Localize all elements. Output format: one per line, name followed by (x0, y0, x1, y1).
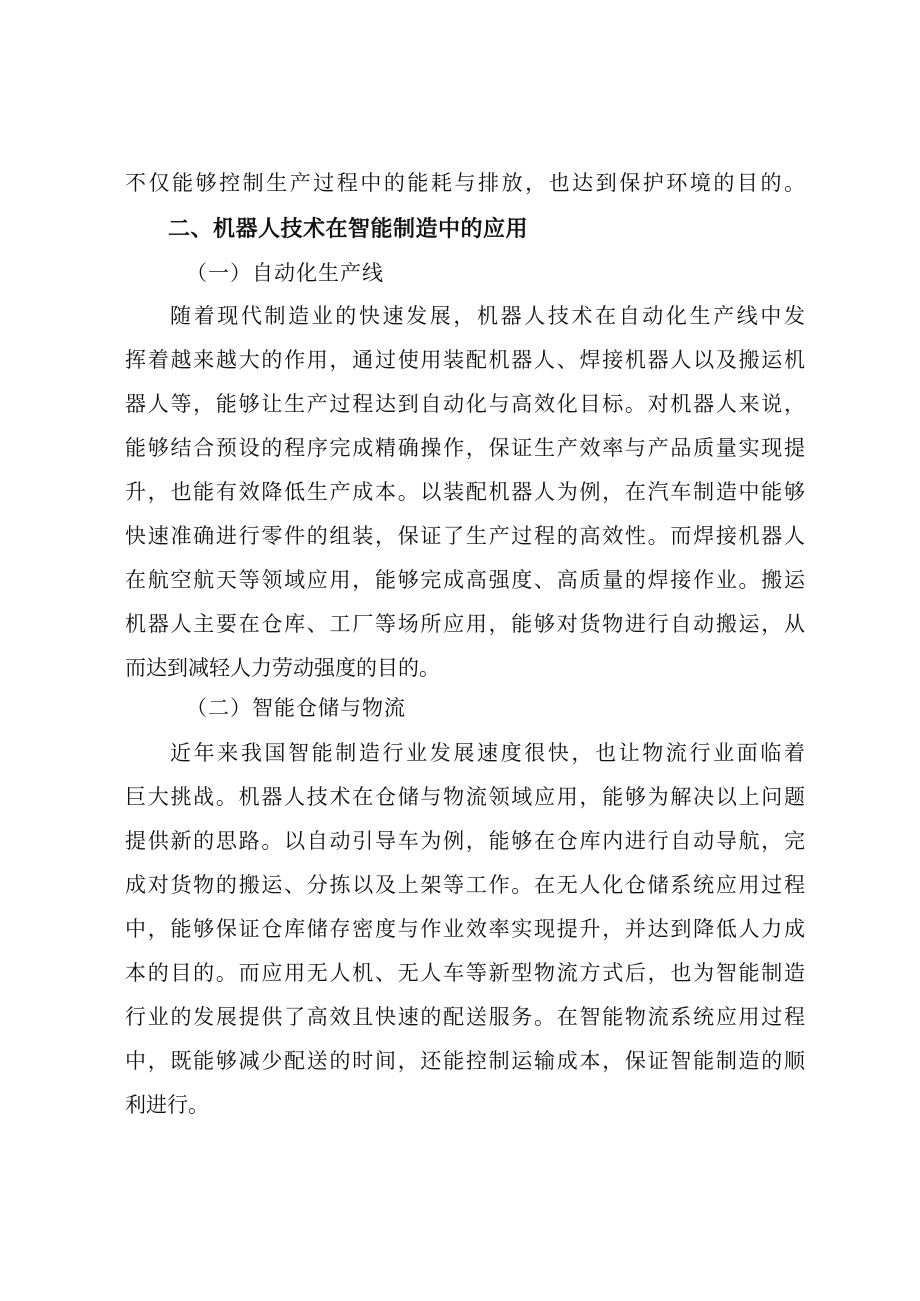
subsection-2-title: （二）智能仓储与物流 (186, 696, 406, 720)
subsection-1-title: （一）自动化生产线 (186, 261, 384, 285)
paragraph-line: 挥着越来越大的作用，通过使用装配机器人、焊接机器人以及搬运机 (125, 348, 805, 372)
section-title: 二、机器人技术在智能制造中的应用 (168, 217, 529, 242)
paragraph-line: 近年来我国智能制造行业发展速度很快，也让物流行业面临着 (170, 741, 805, 765)
paragraph-line: 快速准确进行零件的组装，保证了生产过程的高效性。而焊接机器人 (125, 524, 805, 548)
paragraph-line: 中，能够保证仓库储存密度与作业效率实现提升，并达到降低人力成 (125, 917, 805, 941)
paragraph-line: 行业的发展提供了高效且快速的配送服务。在智能物流系统应用过程 (125, 1005, 805, 1029)
paragraph-line: 随着现代制造业的快速发展，机器人技术在自动化生产线中发 (170, 304, 805, 328)
paragraph-line: 而达到减轻人力劳动强度的目的。 (125, 656, 440, 680)
paragraph-line: 器人等，能够让生产过程达到自动化与高效化目标。对机器人来说， (125, 392, 805, 416)
paragraph-line: 提供新的思路。以自动引导车为例，能够在仓库内进行自动导航，完 (125, 829, 805, 853)
paragraph-line: 巨大挑战。机器人技术在仓储与物流领域应用，能够为解决以上问题 (125, 785, 805, 809)
paragraph-line: 升，也能有效降低生产成本。以装配机器人为例，在汽车制造中能够 (125, 480, 805, 504)
paragraph-line: 机器人主要在仓库、工厂等场所应用，能够对货物进行自动搬运，从 (125, 612, 805, 636)
intro-tail-line: 不仅能够控制生产过程中的能耗与排放，也达到保护环境的目的。 (125, 171, 805, 195)
paragraph-line: 能够结合预设的程序完成精确操作，保证生产效率与产品质量实现提 (125, 436, 805, 460)
paragraph-line: 利进行。 (125, 1093, 209, 1117)
paragraph-line: 在航空航天等领域应用，能够完成高强度、高质量的焊接作业。搬运 (125, 568, 805, 592)
paragraph-line: 成对货物的搬运、分拣以及上架等工作。在无人化仓储系统应用过程 (125, 873, 805, 897)
paragraph-line: 本的目的。而应用无人机、无人车等新型物流方式后，也为智能制造 (125, 961, 805, 985)
paragraph-line: 中，既能够减少配送的时间，还能控制运输成本，保证智能制造的顺 (125, 1049, 805, 1073)
